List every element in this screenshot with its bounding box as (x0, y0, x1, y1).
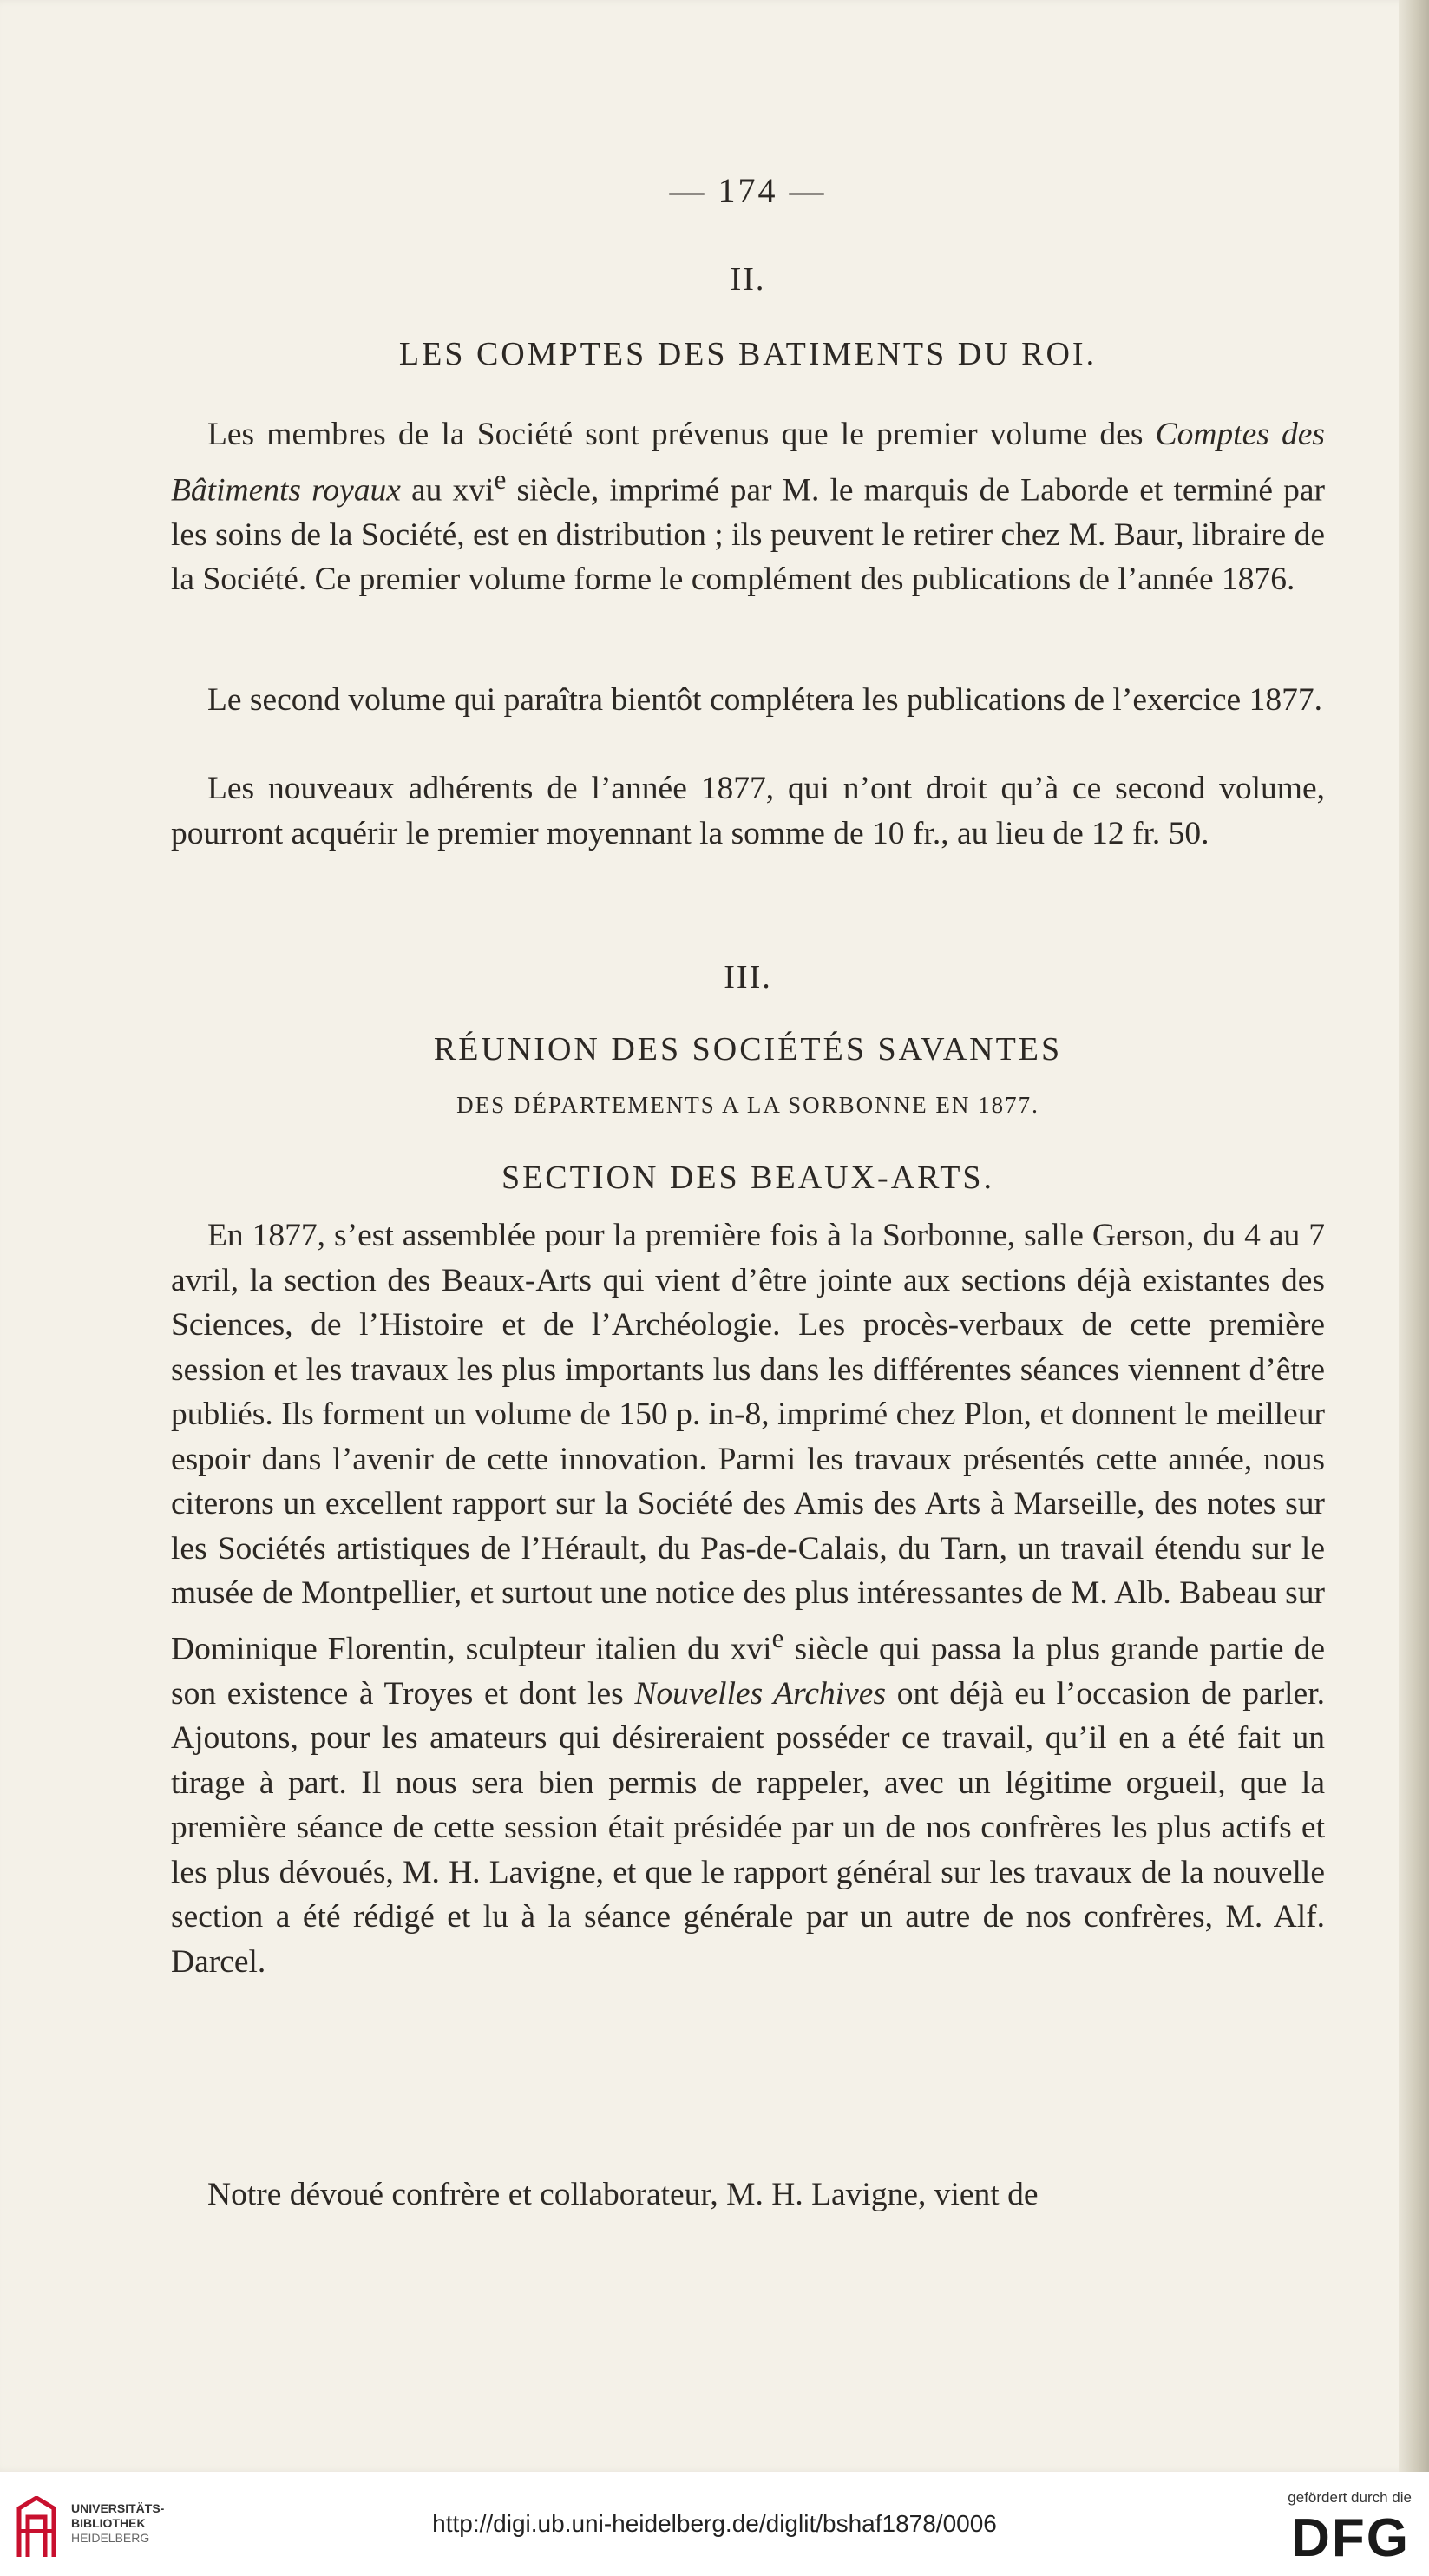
page-edge-shadow (1399, 0, 1429, 2472)
permalink-url[interactable]: http://digi.ub.uni-heidelberg.de/diglit/bshaf1878/0006 (432, 2510, 997, 2537)
digitization-footer (0, 2472, 1429, 2576)
sponsor-note: gefördert durch die (1288, 2489, 1412, 2506)
paragraph-comptes-3: Les nouveaux adhérents de l’année 1877, qui n’ont droit qu’à ce second volume, pourront acquérir le premier moyennant la somme de 10 fr., au lieu de 12 fr. 50. (171, 771, 1325, 851)
section-numeral-2: II. (730, 261, 766, 298)
institution-line: BIBLIOTHEK (71, 2516, 146, 2530)
paragraph-reunion-1: En 1877, s’est assemblée pour la première fois à la Sorbonne, salle Gerson, du 4 au 7 avril, la section des Beaux-Arts qui vient d’être jointe aux sections déjà existantes des Sciences, de l’Histoire et de l’Archéologie. Les procès-verbaux de cette première session et les travaux les plus importants lus dans les différentes séances viennent d’être publiés. Ils forment un volume de 150 p. in-8, imprimé chez Plon, et donnent le meilleur espoir dans l’avenir de cette innovation. Parmi les travaux présentés cette année, nous citerons un excellent rapport sur la Société des Amis des Arts à Marseille, des notes sur les Sociétés artistiques de l’Hérault, du Pas-de-Calais, du Tarn, un travail étendu sur le musée de Montpellier, et surtout une notice des plus intéressantes de M. Alb. Babeau sur Dominique Florentin, sculpteur italien du xvi$^e$ siècle qui passa la plus grande partie de son existence à Troyes et dont les Nouvelles Archives ont déjà eu l’occasion de parler. Ajoutons, pour les amateurs qui désireraient posséder ce travail, qu’il en a été fait un tirage à part. Il nous sera bien permis de rappeler, avec un légitime orgueil, que la première séance de cette session était présidée par un de nos confrères les plus actifs et les plus dévoués, M. H. Lavigne, et que le rapport général sur les travaux de la nouvelle section a été rédigé et lu à la séance générale par un autre de nos confrères, M. Alf. Darcel. (171, 1218, 1325, 1980)
dfg-logo: DFG (1291, 2508, 1410, 2568)
paragraph-reunion-2: Notre dévoué confrère et collaborateur, M. H. Lavigne, vient de (207, 2177, 1039, 2212)
institution-line: HEIDELBERG (71, 2531, 150, 2545)
institution-line: UNIVERSITÄTS- (71, 2501, 165, 2515)
subsection-title: SECTION DES BEAUX-ARTS. (501, 1160, 995, 1196)
section-numeral-3: III. (724, 959, 772, 996)
page-number: — 174 — (669, 171, 827, 210)
section-title-3: RÉUNION DES SOCIÉTÉS SAVANTES (433, 1031, 1063, 1068)
section-subtitle-3: DES DÉPARTEMENTS A LA SORBONNE EN 1877. (456, 1092, 1039, 1118)
section-title-2: LES COMPTES DES BATIMENTS DU ROI. (398, 336, 1098, 372)
paragraph-comptes-1: Les membres de la Société sont prévenus que le premier volume des Comptes des Bâtiments royaux au xvi$^e$ siècle, imprimé par M. le marquis de Laborde et terminé par les soins de la Société, est en distribution ; ils peuvent le retirer chez M. Baur, libraire de la Société. Ce premier volume forme le complément des publications de l’année 1876. (171, 417, 1325, 597)
paragraph-comptes-2: Le second volume qui paraîtra bientôt complétera les publications de l’exercice 1877. (207, 682, 1322, 718)
